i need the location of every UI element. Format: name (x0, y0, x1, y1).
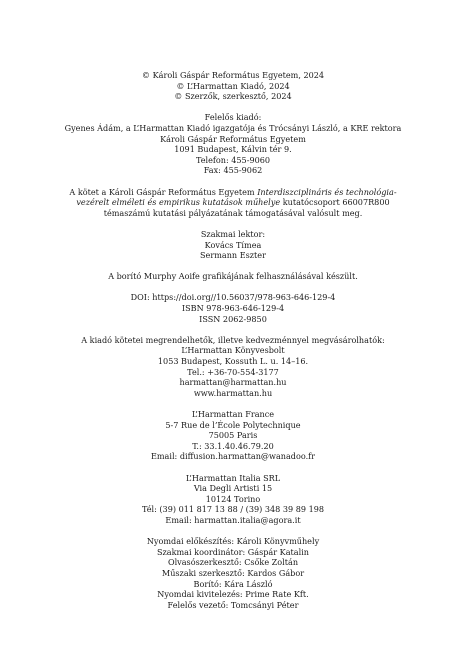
publisher-fax: Fax: 455-9062 (203, 165, 263, 176)
cover-credit: A borító Murphy Aoife grafikájának felhasználásával készült. (108, 271, 358, 282)
funding-statement (63, 187, 403, 219)
identifiers-block (0, 292, 466, 324)
france-email: Email: diffusion.harmattan@wanadoo.fr (150, 451, 316, 462)
orders-heading: A kiadó kötetei megrendelhetők, illetve kedvezménnyel megvásárolhatók: (81, 334, 385, 345)
copyright-line: © Szerzők, szerkesztő, 2024 (174, 91, 292, 102)
publisher-institution: Károli Gáspár Református Egyetem (160, 133, 306, 144)
doi-line: DOI: https://doi.org//10.56037/978-963-646-129-4 (130, 292, 336, 303)
cover-credit-block (0, 271, 466, 282)
production-line: Olvasószerkesztő: Csőke Zoltán (167, 557, 299, 568)
italia-email: Email: harmattan.italia@agora.it (165, 514, 301, 525)
isbn-line: ISBN 978-963-646-129-4 (181, 303, 285, 314)
italia-name: L’Harmattan Italia SRL (185, 472, 281, 483)
italia-phone: Tél: (39) 011 817 13 88 / (39) 348 39 89 198 (141, 504, 325, 515)
france-city: 75005 Paris (208, 430, 258, 441)
reviewer-name: Kovács Tímea (204, 239, 262, 250)
publisher-names: Gyenes Ádám, a L’Harmattan Kiadó igazgatója és Trócsányi László, a KRE rektora (64, 122, 402, 133)
production-block (0, 536, 466, 610)
funding-project-title: Interdiszciplináris és technológia-vezérelt elméleti és empirikus kutatások műhelye (76, 186, 397, 208)
copyright-block (0, 70, 466, 102)
france-street: 5-7 Rue de l’École Polytechnique (165, 419, 301, 430)
publisher-block (0, 112, 466, 176)
production-line: Nyomdai előkészítés: Károli Könyvműhely (146, 536, 320, 547)
funding-text-after: kutatócsoport 66007R800 témaszámú kutatási pályázatának támogatásával valósult meg. (103, 197, 390, 218)
bookshop-website: www.harmattan.hu (193, 387, 273, 398)
production-line: Nyomdai kivitelezés: Prime Rate Kft. (157, 589, 309, 600)
france-block (0, 409, 466, 462)
france-name: L’Harmattan France (191, 409, 275, 419)
production-line: Szakmai koordinátor: Gáspár Katalin (156, 546, 310, 557)
publisher-phone: Telefon: 455-9060 (195, 154, 271, 165)
italia-block (0, 473, 466, 526)
bookshop-phone: Tel.: +36-70-554-3177 (187, 366, 279, 377)
issn-line: ISSN 2062-9850 (199, 313, 267, 324)
funding-text-before: A kötet a Károli Gáspár Református Egyetem (69, 186, 258, 197)
italia-city: 10124 Torino (205, 493, 261, 504)
copyright-line: © L’Harmattan Kiadó, 2024 (176, 80, 290, 91)
bookshop-email: harmattan@harmattan.hu (179, 377, 287, 388)
reviewers-block (0, 229, 466, 261)
orders-block (0, 335, 466, 399)
italia-street: Via Degli Artisti 15 (193, 483, 273, 494)
production-line: Felelős vezető: Tomcsányi Péter (167, 599, 299, 610)
reviewer-name: Sermann Eszter (200, 250, 266, 261)
publisher-heading: Felelős kiadó: (204, 112, 262, 123)
bookshop-address: 1053 Budapest, Kossuth L. u. 14–16. (157, 356, 309, 367)
production-line: Műszaki szerkesztő: Kardos Gábor (161, 567, 305, 578)
copyright-line: © Károli Gáspár Református Egyetem, 2024 (141, 70, 325, 80)
bookshop-name: L’Harmattan Könyvesbolt (181, 345, 285, 356)
publisher-address: 1091 Budapest, Kálvin tér 9. (174, 144, 292, 155)
funding-block (0, 187, 466, 219)
production-line: Borító: Kára László (193, 578, 273, 589)
france-phone: T.: 33.1.40.46.79.20 (192, 440, 274, 451)
reviewers-heading: Szakmai lektor: (200, 228, 266, 239)
